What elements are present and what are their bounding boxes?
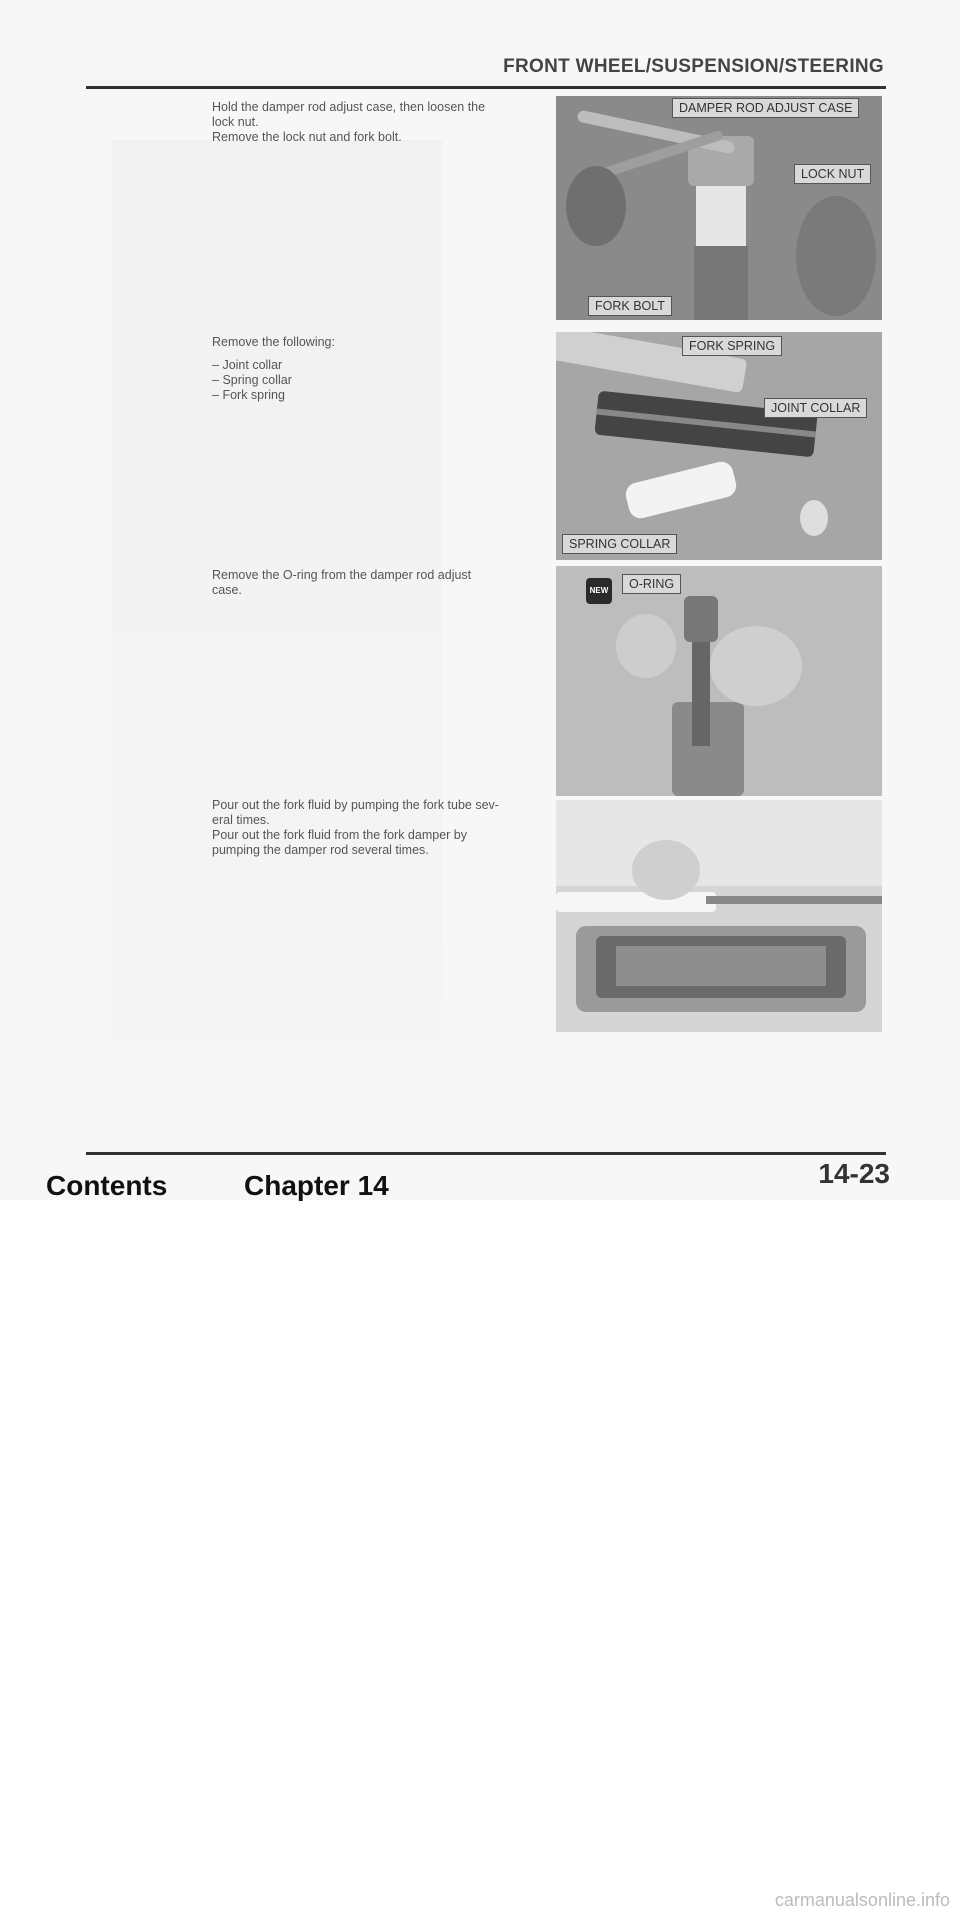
step-4-text [212,798,552,858]
callout-o-ring: O-RING [622,574,681,594]
site-watermark: carmanualsonline.info [774,1890,950,1910]
contents-link[interactable]: Contents [46,1170,168,1201]
list-item: – Fork spring [212,388,552,403]
header-rule [86,86,886,89]
figure-fluid-drain [556,800,882,1032]
section-title: FRONT WHEEL/SUSPENSION/STEERING [503,56,884,77]
callout-spring-collar: SPRING COLLAR [562,534,677,554]
step-2-text [212,335,552,403]
step-4-line: Pour out the fork fluid by pumping the fork tube sev- [212,798,499,812]
step-1-line: Hold the damper rod adjust case, then loosen the [212,100,486,114]
callout-joint-collar: JOINT COLLAR [764,398,867,418]
callout-fork-bolt: FORK BOLT [588,296,672,316]
callout-lock-nut: LOCK NUT [794,164,871,184]
step-1-line: Remove the lock nut and fork bolt. [212,130,402,144]
step-4-line: Pour out the fork fluid from the fork damper by [212,828,467,842]
figure-damper-rod [556,96,882,320]
step-3-line: case. [212,583,242,597]
step-2-list [212,358,552,403]
new-part-icon: NEW [586,578,612,604]
list-item: – Spring collar [212,373,552,388]
step-2-intro: Remove the following: [212,335,335,349]
step-3-line: Remove the O-ring from the damper rod adjust [212,568,472,582]
figure-fork-spring [556,332,882,560]
step-4-line: pumping the damper rod several times. [212,843,429,857]
step-4-line: eral times. [212,813,270,827]
step-1-line: lock nut. [212,115,259,129]
callout-damper-rod-adjust-case: DAMPER ROD ADJUST CASE [672,98,859,118]
chapter-14-link[interactable]: Chapter 14 [244,1170,389,1201]
step-3-text [212,568,552,598]
page-number: 14-23 [818,1158,890,1189]
step-1-text [212,100,552,145]
footer-rule [86,1152,886,1155]
figure-o-ring [556,566,882,796]
list-item: – Joint collar [212,358,552,373]
callout-fork-spring: FORK SPRING [682,336,782,356]
